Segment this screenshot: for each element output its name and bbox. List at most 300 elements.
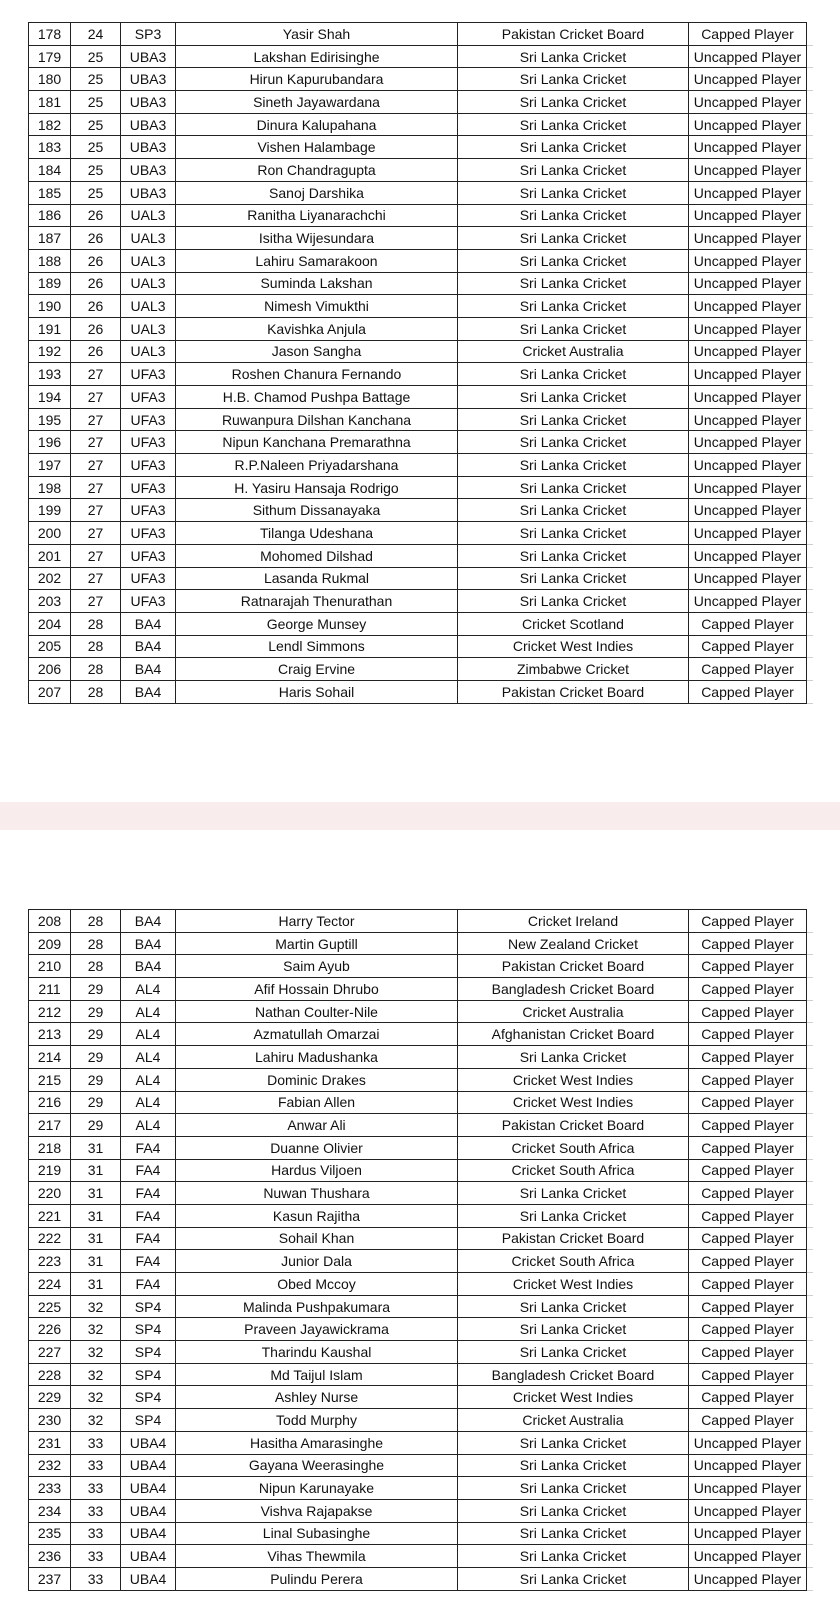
row-number-cell: 234 [29,1499,71,1522]
status-cell: Uncapped Player [689,1499,807,1522]
status-cell: Capped Player [689,1341,807,1364]
board-cell: Cricket Australia [458,1409,689,1432]
set-number-cell: 29 [71,1046,121,1069]
board-cell: Zimbabwe Cricket [458,658,689,681]
board-cell: Sri Lanka Cricket [458,1522,689,1545]
status-cell: Capped Player [689,1114,807,1137]
set-code-cell: AL4 [121,1114,176,1137]
board-cell: Sri Lanka Cricket [458,272,689,295]
row-number-cell: 205 [29,635,71,658]
player-name-cell: Fabian Allen [176,1091,458,1114]
status-cell: Uncapped Player [689,136,807,159]
player-name-cell: Tilanga Udeshana [176,522,458,545]
set-number-cell: 28 [71,910,121,933]
table-row [29,1046,813,1069]
table-row [29,181,813,204]
player-name-cell: Ashley Nurse [176,1386,458,1409]
player-name-cell: Isitha Wijesundara [176,227,458,250]
row-number-cell: 180 [29,68,71,91]
board-cell: Sri Lanka Cricket [458,499,689,522]
board-cell: Pakistan Cricket Board [458,1114,689,1137]
table-row [29,113,813,136]
set-code-cell: UFA3 [121,499,176,522]
board-cell: Sri Lanka Cricket [458,45,689,68]
table-row [29,454,813,477]
player-name-cell: Nuwan Thushara [176,1182,458,1205]
row-number-cell: 210 [29,955,71,978]
player-name-cell: Malinda Pushpakumara [176,1295,458,1318]
player-name-cell: Vihas Thewmila [176,1545,458,1568]
status-cell: Capped Player [689,1068,807,1091]
set-code-cell: FA4 [121,1136,176,1159]
table-row [29,1522,813,1545]
set-code-cell: AL4 [121,978,176,1001]
set-code-cell: UBA3 [121,91,176,114]
set-number-cell: 26 [71,204,121,227]
set-number-cell: 33 [71,1545,121,1568]
player-name-cell: Junior Dala [176,1250,458,1273]
player-name-cell: Lendl Simmons [176,635,458,658]
board-cell: Sri Lanka Cricket [458,363,689,386]
empty-cell [807,91,813,114]
player-name-cell: Ruwanpura Dilshan Kanchana [176,408,458,431]
status-cell: Uncapped Player [689,1477,807,1500]
set-code-cell: UBA3 [121,113,176,136]
board-cell: Sri Lanka Cricket [458,249,689,272]
row-number-cell: 196 [29,431,71,454]
set-number-cell: 33 [71,1454,121,1477]
table-row [29,1295,813,1318]
set-code-cell: AL4 [121,1068,176,1091]
empty-cell [807,340,813,363]
player-name-cell: Haris Sohail [176,680,458,703]
row-number-cell: 224 [29,1273,71,1296]
set-code-cell: UBA3 [121,181,176,204]
set-number-cell: 27 [71,386,121,409]
table-row [29,612,813,635]
player-name-cell: Lasanda Rukmal [176,567,458,590]
board-cell: Sri Lanka Cricket [458,1431,689,1454]
player-name-cell: Nipun Kanchana Premarathna [176,431,458,454]
set-number-cell: 25 [71,159,121,182]
empty-cell [807,955,813,978]
table-row [29,476,813,499]
row-number-cell: 187 [29,227,71,250]
row-number-cell: 219 [29,1159,71,1182]
row-number-cell: 183 [29,136,71,159]
table-row [29,159,813,182]
status-cell: Capped Player [689,1318,807,1341]
board-cell: Sri Lanka Cricket [458,567,689,590]
status-cell: Uncapped Player [689,1431,807,1454]
set-code-cell: UFA3 [121,408,176,431]
empty-cell [807,431,813,454]
status-cell: Capped Player [689,1204,807,1227]
empty-cell [807,204,813,227]
row-number-cell: 222 [29,1227,71,1250]
status-cell: Uncapped Player [689,45,807,68]
row-number-cell: 179 [29,45,71,68]
board-cell: Sri Lanka Cricket [458,1499,689,1522]
set-code-cell: UBA4 [121,1567,176,1590]
player-name-cell: Suminda Lakshan [176,272,458,295]
page-separator [0,802,840,830]
row-number-cell: 197 [29,454,71,477]
board-cell: Cricket Australia [458,340,689,363]
empty-cell [807,658,813,681]
board-cell: Cricket West Indies [458,1068,689,1091]
set-number-cell: 32 [71,1386,121,1409]
player-name-cell: Yasir Shah [176,23,458,46]
empty-cell [807,45,813,68]
document-page-1 [0,0,840,802]
set-number-cell: 31 [71,1273,121,1296]
table-row [29,658,813,681]
board-cell: Sri Lanka Cricket [458,1204,689,1227]
board-cell: Sri Lanka Cricket [458,159,689,182]
empty-cell [807,932,813,955]
row-number-cell: 212 [29,1000,71,1023]
board-cell: Cricket West Indies [458,1386,689,1409]
set-code-cell: UBA3 [121,45,176,68]
status-cell: Uncapped Player [689,1545,807,1568]
status-cell: Capped Player [689,1227,807,1250]
player-name-cell: Praveen Jayawickrama [176,1318,458,1341]
set-number-cell: 33 [71,1522,121,1545]
set-number-cell: 27 [71,408,121,431]
status-cell: Capped Player [689,1409,807,1432]
set-number-cell: 31 [71,1136,121,1159]
set-number-cell: 33 [71,1499,121,1522]
table-row [29,68,813,91]
set-code-cell: AL4 [121,1000,176,1023]
set-number-cell: 27 [71,476,121,499]
row-number-cell: 211 [29,978,71,1001]
empty-cell [807,1363,813,1386]
row-number-cell: 200 [29,522,71,545]
set-number-cell: 25 [71,68,121,91]
board-cell: Sri Lanka Cricket [458,1545,689,1568]
set-code-cell: UFA3 [121,431,176,454]
status-cell: Capped Player [689,1023,807,1046]
empty-cell [807,544,813,567]
status-cell: Capped Player [689,23,807,46]
board-cell: Sri Lanka Cricket [458,590,689,613]
board-cell: Sri Lanka Cricket [458,1182,689,1205]
board-cell: Sri Lanka Cricket [458,1477,689,1500]
status-cell: Uncapped Player [689,181,807,204]
empty-cell [807,1409,813,1432]
set-code-cell: FA4 [121,1182,176,1205]
set-code-cell: UBA3 [121,68,176,91]
board-cell: Sri Lanka Cricket [458,1567,689,1590]
player-list-table-1 [28,22,813,704]
board-cell: Cricket Australia [458,1000,689,1023]
set-number-cell: 31 [71,1227,121,1250]
status-cell: Uncapped Player [689,295,807,318]
empty-cell [807,1386,813,1409]
player-name-cell: Kasun Rajitha [176,1204,458,1227]
empty-cell [807,476,813,499]
empty-cell [807,522,813,545]
board-cell: Sri Lanka Cricket [458,91,689,114]
set-code-cell: UFA3 [121,567,176,590]
set-number-cell: 27 [71,544,121,567]
set-number-cell: 28 [71,658,121,681]
board-cell: Bangladesh Cricket Board [458,978,689,1001]
board-cell: Sri Lanka Cricket [458,476,689,499]
set-code-cell: UAL3 [121,295,176,318]
board-cell: Sri Lanka Cricket [458,431,689,454]
set-code-cell: UAL3 [121,227,176,250]
table-row [29,1250,813,1273]
empty-cell [807,1522,813,1545]
row-number-cell: 182 [29,113,71,136]
set-code-cell: SP4 [121,1318,176,1341]
row-number-cell: 199 [29,499,71,522]
empty-cell [807,317,813,340]
status-cell: Uncapped Player [689,499,807,522]
set-code-cell: SP3 [121,23,176,46]
table-row [29,955,813,978]
row-number-cell: 226 [29,1318,71,1341]
table-row [29,1000,813,1023]
set-number-cell: 25 [71,113,121,136]
status-cell: Uncapped Player [689,340,807,363]
row-number-cell: 227 [29,1341,71,1364]
status-cell: Capped Player [689,932,807,955]
status-cell: Uncapped Player [689,317,807,340]
board-cell: Sri Lanka Cricket [458,544,689,567]
board-cell: New Zealand Cricket [458,932,689,955]
empty-cell [807,1477,813,1500]
empty-cell [807,567,813,590]
row-number-cell: 237 [29,1567,71,1590]
set-number-cell: 32 [71,1295,121,1318]
empty-cell [807,1182,813,1205]
row-number-cell: 184 [29,159,71,182]
board-cell: Cricket South Africa [458,1136,689,1159]
board-cell: Sri Lanka Cricket [458,204,689,227]
empty-cell [807,159,813,182]
table-row [29,295,813,318]
empty-cell [807,1000,813,1023]
set-number-cell: 27 [71,431,121,454]
row-number-cell: 203 [29,590,71,613]
empty-cell [807,113,813,136]
empty-cell [807,1136,813,1159]
row-number-cell: 232 [29,1454,71,1477]
set-code-cell: UBA4 [121,1522,176,1545]
status-cell: Capped Player [689,1386,807,1409]
status-cell: Uncapped Player [689,476,807,499]
set-number-cell: 28 [71,612,121,635]
player-name-cell: Ron Chandragupta [176,159,458,182]
empty-cell [807,363,813,386]
table-row [29,1409,813,1432]
empty-cell [807,454,813,477]
set-number-cell: 29 [71,1091,121,1114]
row-number-cell: 207 [29,680,71,703]
player-name-cell: Saim Ayub [176,955,458,978]
set-number-cell: 28 [71,635,121,658]
row-number-cell: 192 [29,340,71,363]
player-name-cell: Lakshan Edirisinghe [176,45,458,68]
set-number-cell: 26 [71,249,121,272]
table-row [29,1091,813,1114]
player-name-cell: Nathan Coulter-Nile [176,1000,458,1023]
player-name-cell: Pulindu Perera [176,1567,458,1590]
row-number-cell: 225 [29,1295,71,1318]
set-code-cell: UFA3 [121,363,176,386]
empty-cell [807,1295,813,1318]
status-cell: Uncapped Player [689,113,807,136]
empty-cell [807,181,813,204]
table-row [29,340,813,363]
table-row [29,1341,813,1364]
table-row [29,1386,813,1409]
row-number-cell: 201 [29,544,71,567]
empty-cell [807,1431,813,1454]
status-cell: Uncapped Player [689,1522,807,1545]
status-cell: Capped Player [689,1273,807,1296]
status-cell: Uncapped Player [689,159,807,182]
set-code-cell: SP4 [121,1295,176,1318]
empty-cell [807,408,813,431]
empty-cell [807,680,813,703]
set-code-cell: UBA4 [121,1454,176,1477]
status-cell: Capped Player [689,1091,807,1114]
status-cell: Capped Player [689,1159,807,1182]
empty-cell [807,136,813,159]
table-row [29,978,813,1001]
set-number-cell: 25 [71,136,121,159]
player-name-cell: Mohomed Dilshad [176,544,458,567]
status-cell: Uncapped Player [689,590,807,613]
empty-cell [807,23,813,46]
set-number-cell: 26 [71,227,121,250]
empty-cell [807,227,813,250]
row-number-cell: 188 [29,249,71,272]
set-code-cell: AL4 [121,1023,176,1046]
status-cell: Uncapped Player [689,386,807,409]
table-row [29,1363,813,1386]
set-number-cell: 26 [71,317,121,340]
player-name-cell: Roshen Chanura Fernando [176,363,458,386]
set-number-cell: 29 [71,1068,121,1091]
player-name-cell: Nipun Karunayake [176,1477,458,1500]
player-name-cell: Ranitha Liyanarachchi [176,204,458,227]
table-row [29,544,813,567]
player-list-table-2 [28,909,813,1591]
row-number-cell: 204 [29,612,71,635]
empty-cell [807,1023,813,1046]
set-number-cell: 29 [71,1114,121,1137]
table-row [29,45,813,68]
table-row [29,1477,813,1500]
set-code-cell: UFA3 [121,590,176,613]
status-cell: Capped Player [689,1000,807,1023]
player-name-cell: Hirun Kapurubandara [176,68,458,91]
empty-cell [807,1250,813,1273]
row-number-cell: 230 [29,1409,71,1432]
empty-cell [807,249,813,272]
row-number-cell: 208 [29,910,71,933]
status-cell: Capped Player [689,1182,807,1205]
set-number-cell: 29 [71,978,121,1001]
status-cell: Capped Player [689,978,807,1001]
set-code-cell: BA4 [121,910,176,933]
player-name-cell: Hasitha Amarasinghe [176,1431,458,1454]
status-cell: Capped Player [689,955,807,978]
table-row [29,590,813,613]
status-cell: Uncapped Player [689,1567,807,1590]
status-cell: Uncapped Player [689,363,807,386]
set-code-cell: UBA4 [121,1499,176,1522]
player-name-cell: Harry Tector [176,910,458,933]
set-code-cell: SP4 [121,1386,176,1409]
set-code-cell: UBA4 [121,1545,176,1568]
set-code-cell: SP4 [121,1409,176,1432]
board-cell: Pakistan Cricket Board [458,680,689,703]
empty-cell [807,1159,813,1182]
set-number-cell: 32 [71,1318,121,1341]
set-code-cell: FA4 [121,1159,176,1182]
set-code-cell: UFA3 [121,386,176,409]
table-row [29,499,813,522]
empty-cell [807,272,813,295]
table-row [29,23,813,46]
row-number-cell: 223 [29,1250,71,1273]
table-row [29,204,813,227]
empty-cell [807,635,813,658]
board-cell: Afghanistan Cricket Board [458,1023,689,1046]
set-code-cell: SP4 [121,1341,176,1364]
table-row [29,1204,813,1227]
set-number-cell: 29 [71,1000,121,1023]
status-cell: Uncapped Player [689,567,807,590]
empty-cell [807,1204,813,1227]
board-cell: Sri Lanka Cricket [458,1046,689,1069]
row-number-cell: 191 [29,317,71,340]
status-cell: Capped Player [689,680,807,703]
row-number-cell: 202 [29,567,71,590]
player-name-cell: Sanoj Darshika [176,181,458,204]
row-number-cell: 209 [29,932,71,955]
set-number-cell: 31 [71,1250,121,1273]
player-name-cell: Dominic Drakes [176,1068,458,1091]
status-cell: Capped Player [689,635,807,658]
board-cell: Sri Lanka Cricket [458,522,689,545]
empty-cell [807,612,813,635]
status-cell: Capped Player [689,1046,807,1069]
row-number-cell: 221 [29,1204,71,1227]
status-cell: Capped Player [689,1250,807,1273]
set-code-cell: UAL3 [121,317,176,340]
row-number-cell: 217 [29,1114,71,1137]
set-number-cell: 31 [71,1204,121,1227]
board-cell: Pakistan Cricket Board [458,23,689,46]
empty-cell [807,1318,813,1341]
player-name-cell: Ratnarajah Thenurathan [176,590,458,613]
set-number-cell: 24 [71,23,121,46]
player-name-cell: Md Taijul Islam [176,1363,458,1386]
board-cell: Pakistan Cricket Board [458,1227,689,1250]
row-number-cell: 218 [29,1136,71,1159]
set-code-cell: UAL3 [121,249,176,272]
set-number-cell: 28 [71,680,121,703]
board-cell: Cricket West Indies [458,1273,689,1296]
